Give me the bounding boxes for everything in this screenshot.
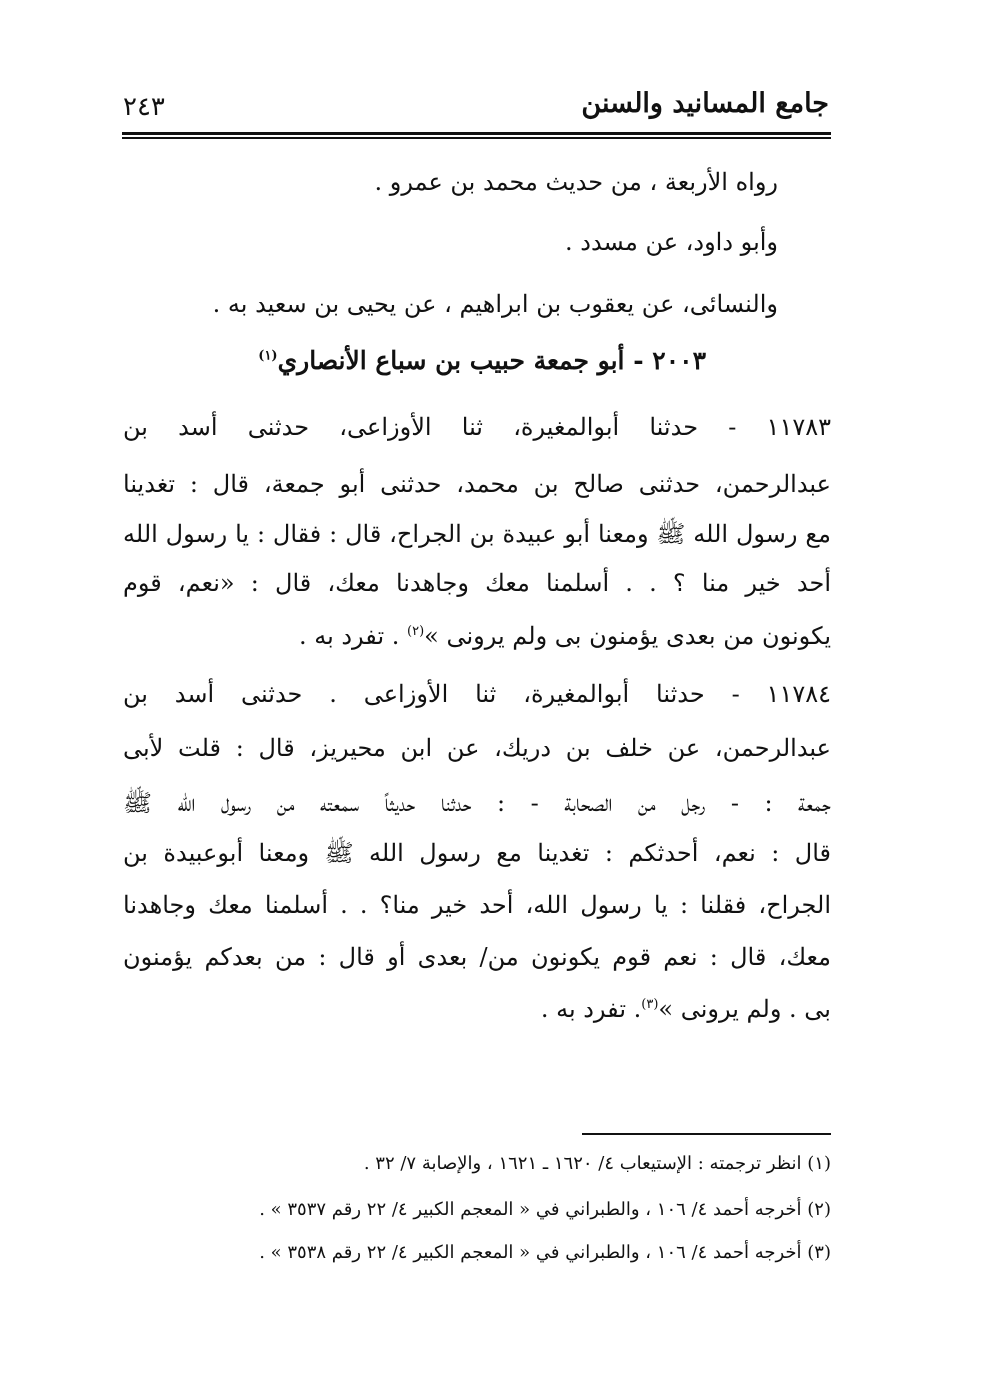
body-line-3: والنسائى، عن يعقوب بن ابراهيم ، عن يحيى بن سعيد به .	[212, 290, 778, 318]
hadith-11784-line-4: قال : نعم، أحدثكم : تغدينا مع رسول الله ﷺ ومعنا أبوعبيدة بن	[123, 839, 831, 867]
footnote-ref-3: (٣)	[641, 997, 659, 1012]
footnote-3: (٣) أخرجه أحمد ٤/ ١٠٦ ، والطبراني في « المعجم الكبير ٤/ ٢٢ رقم ٣٥٣٨ » .	[259, 1242, 831, 1263]
hadith-11783-line-4: أحد خير منا ؟ . . أسلمنا معك وجاهدنا معك، قال : «نعم، قوم	[123, 569, 831, 597]
hadith-11784-line-5: الجراح، فقلنا : يا رسول الله، أحد خير منا؟ . . أسلمنا معك وجاهدنا	[123, 891, 832, 919]
page-number: ٢٤٣	[123, 92, 165, 122]
hadith-11784-line-7-text: بى . ولم يرونى »	[658, 995, 831, 1023]
hadith-11783-line-3: مع رسول الله ﷺ ومعنا أبو عبيدة بن الجراح، قال : فقال : يا رسول الله	[123, 520, 831, 548]
hadith-11784-line-7-tail: . تفرد به .	[540, 995, 642, 1023]
header-rule	[122, 132, 831, 135]
header-rule-secondary	[122, 137, 831, 139]
hadith-11783-line-5-text: يكونون من بعدى يؤمنون بى ولم يرونى »	[424, 622, 831, 650]
hadith-11783-line-2: عبدالرحمن، حدثنى صالح بن محمد، حدثنى أبو جمعة، قال : تغدينا	[123, 470, 831, 498]
footnote-ref-2: (٢)	[407, 624, 425, 639]
hadith-11783-line-5	[299, 622, 831, 650]
footnote-ref-1: (١)	[258, 348, 278, 364]
hadith-11784-line-6: معك، قال : نعم قوم يكونون من/ بعدى أو قال : من بعدكم يؤمنون	[123, 943, 831, 971]
section-heading-text: ٢٠٠٣ - أبو جمعة حبيب بن سباع الأنصاري	[277, 346, 706, 375]
hadith-11783-line-5-tail: . تفرد به .	[298, 622, 408, 650]
hadith-11784-line-1: ١١٧٨٤ - حدثنا أبوالمغيرة، ثنا الأوزاعى . حدثنى أسد بن	[123, 680, 831, 708]
running-header-title: جامع المسانيد والسنن	[581, 88, 829, 119]
footnote-1: (١) انظر ترجمته : الإستيعاب ٤/ ١٦٢٠ ـ ١٦٢١ ، والإصابة ٧/ ٣٢ .	[363, 1153, 831, 1174]
hadith-11784-line-7	[541, 995, 831, 1023]
footnote-2: (٢) أخرجه أحمد ٤/ ١٠٦ ، والطبراني في « المعجم الكبير ٤/ ٢٢ رقم ٣٥٣٧ » .	[259, 1199, 831, 1220]
footnote-separator	[582, 1133, 831, 1135]
hadith-11783-line-1: ١١٧٨٣ - حدثنا أبوالمغيرة، ثنا الأوزاعى، حدثنى أسد بن	[123, 413, 831, 441]
hadith-11784-line-2: عبدالرحمن، عن خلف بن دريك، عن ابن محيريز، قال : قلت لأبى	[123, 734, 831, 762]
hadith-11784-line-3: جمعة : - رجل من الصحابة - : حدثنا حديثاً سمعته من رسول الله ﷺ	[123, 789, 831, 817]
section-heading	[258, 346, 706, 375]
body-line-2: وأبو داود، عن مسدد .	[565, 228, 778, 256]
body-line-1: رواه الأربعة ، من حديث محمد بن عمرو .	[374, 168, 778, 196]
